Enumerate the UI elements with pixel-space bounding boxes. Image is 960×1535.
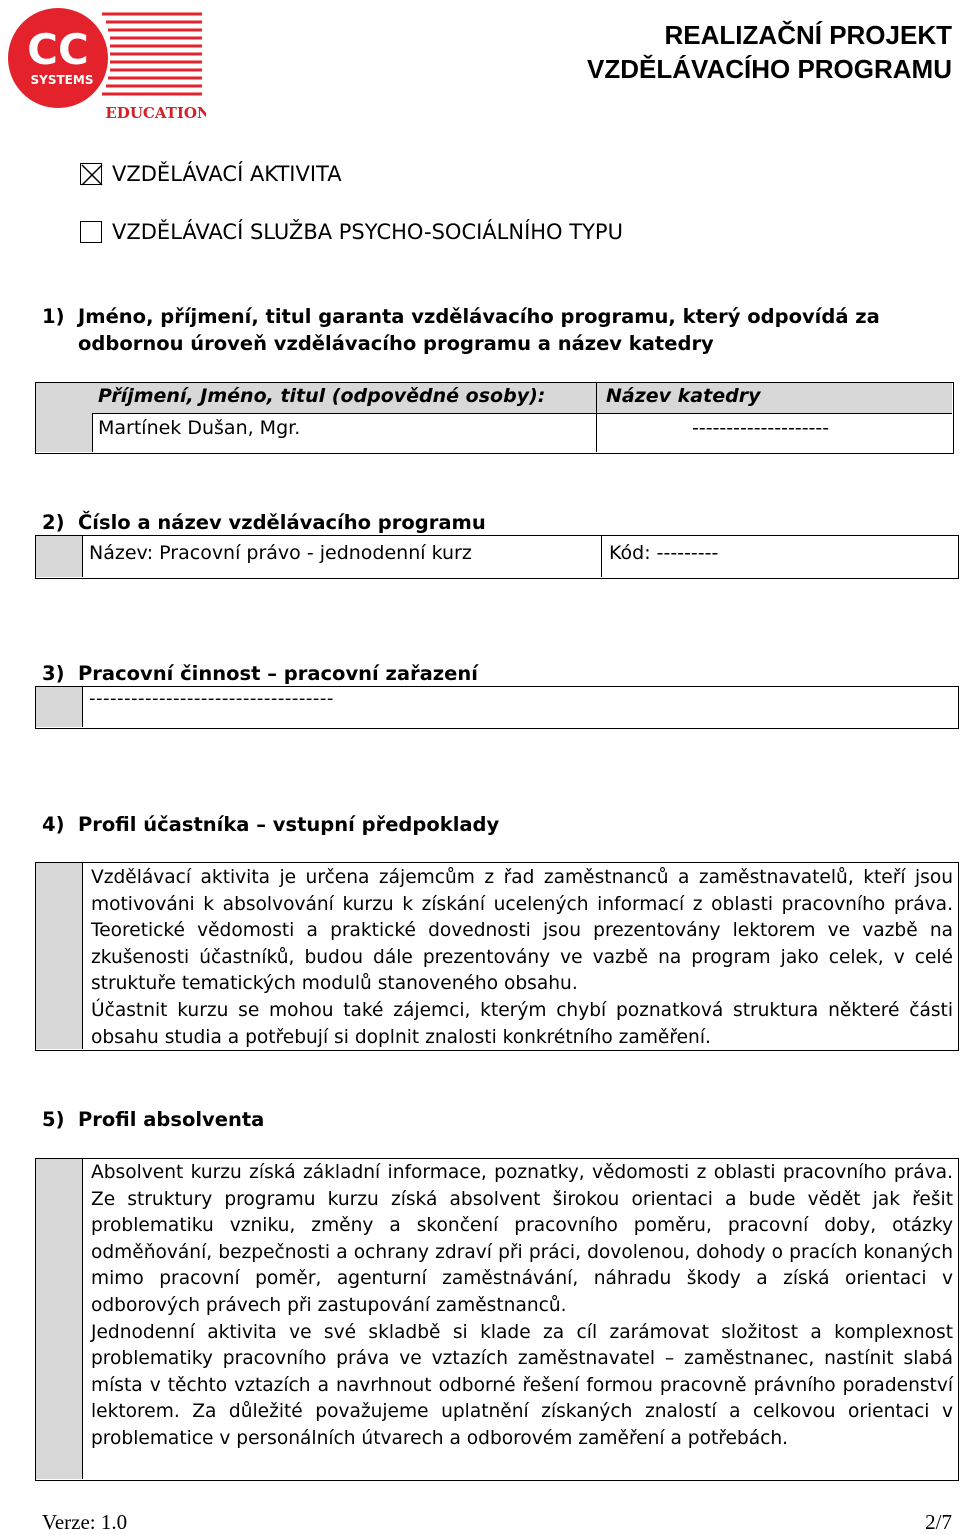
table-margin-cell: [36, 383, 93, 452]
section-number: 5): [42, 1108, 65, 1131]
section-number: 3): [42, 662, 65, 685]
col1-value: Martínek Dušan, Mgr.: [98, 417, 301, 439]
footer-version: Verze: 1.0: [42, 1510, 128, 1534]
document-title-line2: VZDĚLÁVACÍHO PROGRAMU: [587, 54, 952, 84]
program-table: [35, 535, 959, 579]
participant-profile-text: [91, 865, 953, 1051]
footer-page-number: 2/7: [925, 1510, 952, 1534]
col2-value: --------------------: [692, 417, 830, 439]
graduate-profile-text: [91, 1160, 953, 1453]
option-label: VZDĚLÁVACÍ SLUŽBA PSYCHO-SOCIÁLNÍHO TYPU: [112, 220, 623, 244]
program-name: Název: Pracovní právo - jednodenní kurz: [89, 542, 472, 564]
participant-profile-table: [35, 862, 959, 1051]
option-psycho-socialni[interactable]: [80, 218, 623, 246]
checkbox-checked[interactable]: [80, 163, 102, 185]
section-number: 2): [42, 511, 65, 534]
cc-systems-logo: [6, 4, 206, 122]
check-x-icon: [81, 164, 103, 186]
option-label: VZDĚLÁVACÍ AKTIVITA: [112, 162, 342, 186]
col2-header: Název katedry: [606, 385, 761, 407]
document-title-line1: REALIZAČNÍ PROJEKT: [664, 20, 952, 50]
section-title: Pracovní činnost – pracovní zařazení: [78, 662, 478, 685]
paragraph: Absolvent kurzu získá základní informace, poznatky, vědomosti z oblasti pracovního práva. Ze struktury programu kurzu získá absolvent širokou orientaci a bude vědět jak řešit problematiku vzniku, změny a skončení pracovního poměru, pracovní doby, otázky odměňování, bezpečnosti a ochrany zdraví při práci, dovolenou, dohody o pracích konaných mimo pracovní poměr, agenturní zaměstnávání, náhradu škody a získá orientaci v odborových právech při zastupování zaměstnanců.: [91, 1162, 953, 1316]
section-title: Profil účastníka – vstupní předpoklady: [78, 813, 500, 836]
logo-cc-text: CC: [27, 25, 89, 74]
section-number: 4): [42, 813, 65, 836]
section-2-heading: [42, 509, 486, 536]
work-position-value: -----------------------------------: [89, 688, 334, 709]
paragraph: Jednodenní aktivita ve své skladbě si klade za cíl zarámovat složitost a komplexnost problematiky pracovního práva ve vztazích zaměstnavatel – zaměstnanec, nastínit slabá místa v těchto vztazích a navrhnout odborné řešení formou pracovně právního poradenství lektorem. Za důležité považujeme uplatnění získaných znalostí a celkovou orientaci v problematice v personálních útvarech a odborovém zaměření a potřebách.: [91, 1321, 953, 1449]
section-number: 1): [42, 305, 65, 328]
section-5-heading: [42, 1106, 264, 1133]
section-title: Profil absolventa: [78, 1108, 265, 1131]
section-1-heading: [42, 303, 922, 357]
section-3-heading: [42, 660, 478, 687]
table-margin-cell: [36, 536, 83, 577]
paragraph: Účastnit kurzu se mohou také zájemci, kterým chybí poznatková struktura některé části obsahu studia a potřebují si doplnit znalosti konkrétního zaměření.: [91, 999, 953, 1048]
garant-table: [35, 382, 954, 454]
section-title-line2: odbornou úroveň vzdělávacího programu a název katedry: [78, 332, 714, 355]
col1-header: Příjmení, Jméno, titul (odpovědné osoby):: [98, 385, 546, 407]
table-margin-cell: [36, 687, 83, 727]
logo-education-text: EDUCATION: [105, 104, 206, 122]
document-title: [587, 18, 952, 86]
logo-graphic: [6, 4, 206, 122]
table-margin-cell: [36, 1159, 83, 1479]
section-title: Číslo a název vzdělávacího programu: [78, 511, 486, 534]
graduate-profile-table: [35, 1158, 959, 1481]
program-code: Kód: ---------: [609, 542, 719, 564]
section-title-line1: Jméno, příjmení, titul garanta vzdělávacího programu, který odpovídá za: [78, 305, 880, 328]
column-divider: [596, 383, 597, 452]
section-4-heading: [42, 811, 499, 838]
table-margin-cell: [36, 863, 83, 1049]
checkbox-unchecked[interactable]: [80, 221, 102, 243]
paragraph: Vzdělávací aktivita je určena zájemcům z řad zaměstnanců a zaměstnavatelů, kteří jsou motivováni k absolvování kurzu k získání ucelených informací z oblasti pracovního práva. Teoretické vědomosti a praktické dovednosti jsou prezentovány lektorem ve vazbě na zkušenosti účastníků, budou dále prezentovány ve vazbě na program jako celek, v celé struktuře tematických modulů stanoveného obsahu.: [91, 867, 953, 995]
logo-systems-text: SYSTEMS: [30, 73, 94, 87]
option-vzdelavaci-aktivita[interactable]: [80, 160, 342, 188]
column-divider: [601, 536, 602, 577]
work-position-table: [35, 686, 959, 729]
